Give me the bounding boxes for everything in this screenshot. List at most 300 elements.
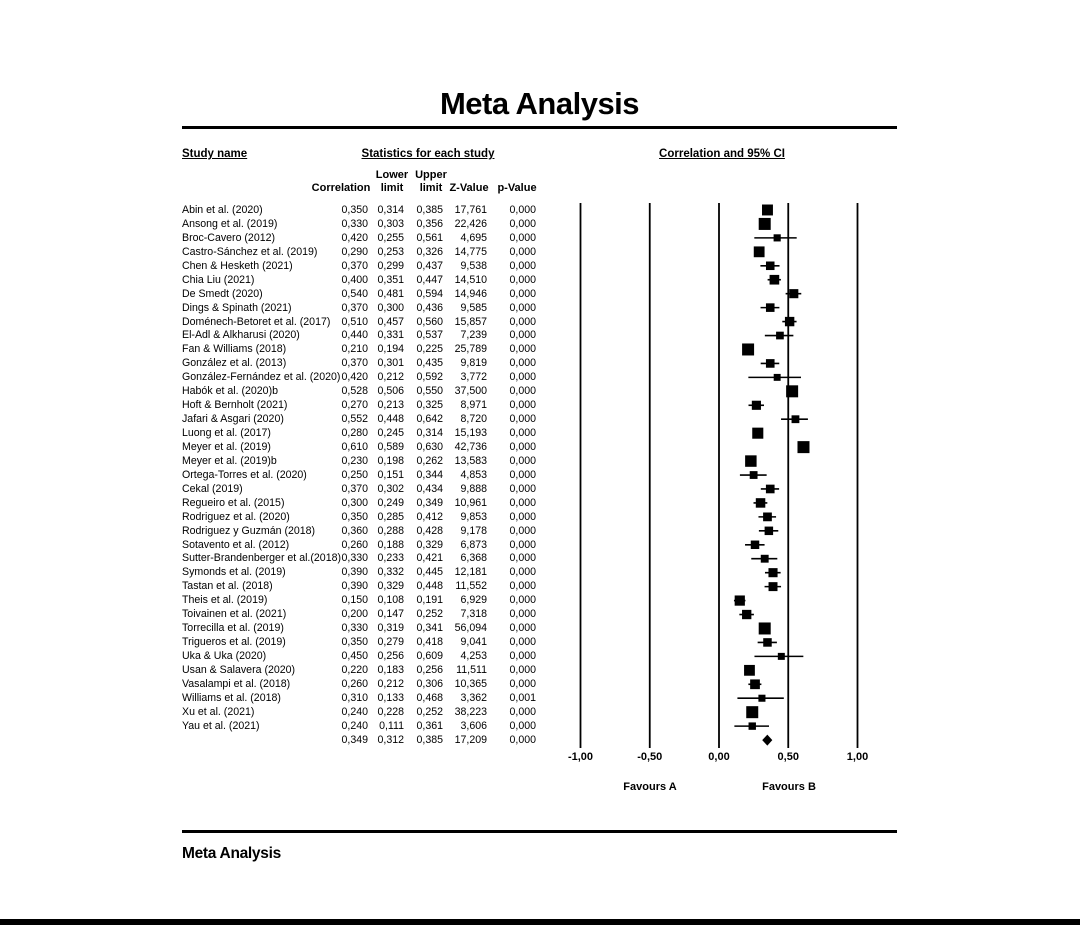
- study-name: Torrecilla et al. (2019): [182, 622, 284, 635]
- z-value: 4,253: [460, 650, 487, 662]
- study-name: El-Adl & Alkharusi (2020): [182, 329, 300, 342]
- study-row: [182, 370, 562, 384]
- correlation-value: 0,350: [341, 204, 368, 216]
- p-value: 0,000: [509, 245, 536, 258]
- upper-limit-value: 0,434: [416, 482, 443, 495]
- study-row: [182, 649, 562, 663]
- upper-limit-value: 0,594: [416, 287, 443, 300]
- study-row: [182, 705, 562, 719]
- upper-limit-value: 0,252: [416, 608, 443, 621]
- correlation-value: 0,350: [341, 510, 368, 523]
- p-value: 0,000: [509, 413, 536, 426]
- point-estimate-square: [735, 595, 745, 605]
- point-estimate-square: [792, 415, 800, 423]
- lower-limit-value: 0,198: [377, 454, 404, 467]
- correlation-value: 0,540: [341, 287, 368, 300]
- p-value: 0,000: [509, 399, 536, 412]
- point-estimate-square: [778, 653, 785, 660]
- z-value: 11,511: [456, 663, 487, 676]
- study-row: [182, 412, 562, 426]
- z-value: 42,736: [454, 440, 487, 453]
- z-value: 25,789: [454, 343, 487, 356]
- study-name: Theis et al. (2019): [182, 594, 268, 607]
- study-name: Williams et al. (2018): [182, 691, 281, 704]
- lower-limit-value: 0,351: [377, 273, 404, 286]
- z-value: 9,178: [460, 524, 487, 537]
- correlation-value: 0,200: [341, 608, 368, 621]
- p-value: 0,000: [509, 273, 536, 286]
- study-row: [182, 454, 562, 468]
- summary-diamond: [762, 735, 772, 746]
- lower-limit-value: 0,255: [377, 231, 404, 244]
- x-axis-tick-label: 1,00: [846, 751, 869, 763]
- lower-limit-value: 0,481: [377, 287, 404, 300]
- study-name: Sotavento et al. (2012): [182, 538, 290, 551]
- correlation-value: 0,260: [341, 538, 368, 551]
- footer-title: Meta Analysis: [182, 845, 281, 862]
- correlation-value: 0,370: [341, 357, 368, 370]
- lower-limit-value: 0,213: [377, 399, 404, 412]
- point-estimate-square: [789, 289, 798, 298]
- z-value: 8,971: [460, 399, 487, 412]
- p-value: 0,000: [509, 357, 536, 370]
- upper-limit-value: 0,445: [416, 566, 443, 579]
- upper-limit-value: 0,306: [416, 677, 443, 690]
- p-value: 0,000: [509, 482, 536, 495]
- study-name: Dings & Spinath (2021): [182, 301, 292, 314]
- p-value: 0,000: [509, 552, 536, 565]
- study-name: Fan & Williams (2018): [182, 343, 287, 356]
- lower-limit-value: 0,319: [377, 622, 404, 635]
- point-estimate-square: [750, 471, 758, 479]
- study-name: Doménech-Betoret et al. (2017): [182, 315, 331, 328]
- study-row: [182, 538, 562, 552]
- p-value: 0,000: [509, 329, 536, 342]
- study-name: Rodriguez y Guzmán (2018): [182, 524, 316, 537]
- col-header-upper-line1: Upper: [415, 169, 447, 181]
- upper-limit-value: 0,262: [416, 454, 443, 467]
- upper-limit-value: 0,437: [416, 259, 443, 272]
- p-value: 0,000: [509, 371, 536, 384]
- lower-limit-value: 0,457: [377, 315, 404, 328]
- p-value: 0,000: [509, 204, 536, 216]
- upper-limit-value: 0,550: [416, 385, 443, 398]
- correlation-value: 0,310: [341, 691, 368, 704]
- point-estimate-square: [756, 498, 766, 508]
- correlation-value: 0,210: [341, 343, 368, 356]
- upper-limit-value: 0,447: [416, 273, 443, 286]
- point-estimate-square: [765, 527, 774, 536]
- point-estimate-square: [749, 722, 756, 729]
- study-row: [182, 524, 562, 538]
- lower-limit-value: 0,448: [377, 413, 404, 426]
- page-title: Meta Analysis: [439, 86, 640, 121]
- col-header-lower-line2: limit: [380, 182, 404, 194]
- correlation-value: 0,349: [341, 733, 368, 746]
- correlation-value: 0,300: [341, 496, 368, 509]
- lower-limit-value: 0,183: [377, 663, 404, 676]
- z-value: 14,775: [454, 245, 487, 258]
- lower-limit-value: 0,233: [377, 552, 404, 565]
- upper-limit-value: 0,448: [416, 580, 443, 593]
- upper-limit-value: 0,325: [416, 399, 443, 412]
- correlation-value: 0,420: [341, 371, 368, 384]
- upper-limit-value: 0,561: [416, 231, 443, 244]
- upper-limit-value: 0,630: [416, 440, 443, 453]
- favours-b-label: Favours B: [762, 781, 816, 793]
- study-row: [182, 510, 562, 524]
- lower-limit-value: 0,228: [377, 705, 404, 718]
- p-value: 0,000: [509, 510, 536, 523]
- lower-limit-value: 0,331: [377, 329, 404, 342]
- study-row: [182, 468, 562, 482]
- point-estimate-square: [759, 622, 771, 634]
- upper-limit-value: 0,436: [416, 301, 443, 314]
- correlation-value: 0,240: [341, 719, 368, 732]
- z-value: 17,761: [454, 204, 487, 216]
- upper-limit-value: 0,341: [416, 622, 443, 635]
- z-value: 4,853: [460, 468, 487, 481]
- lower-limit-value: 0,212: [377, 371, 404, 384]
- point-estimate-square: [758, 695, 765, 702]
- study-table: [182, 203, 562, 747]
- study-row: [182, 663, 562, 677]
- study-row: [182, 342, 562, 356]
- footer-divider: [182, 830, 897, 833]
- study-row: [182, 691, 562, 705]
- lower-limit-value: 0,108: [377, 594, 404, 607]
- title-divider: [182, 126, 897, 129]
- study-name: Symonds et al. (2019): [182, 566, 286, 579]
- z-value: 6,873: [460, 538, 487, 551]
- correlation-value: 0,360: [341, 524, 368, 537]
- upper-limit-value: 0,349: [416, 496, 443, 509]
- point-estimate-square: [776, 332, 784, 340]
- study-name: Toivainen et al. (2021): [182, 608, 287, 621]
- z-value: 13,583: [454, 454, 487, 467]
- point-estimate-square: [786, 385, 798, 397]
- lower-limit-value: 0,111: [379, 719, 404, 732]
- p-value: 0,000: [509, 650, 536, 662]
- study-row: [182, 315, 562, 329]
- z-value: 3,362: [460, 691, 487, 704]
- z-value: 10,365: [454, 677, 487, 690]
- study-name: Cekal (2019): [182, 482, 243, 495]
- study-name-header: Study name: [182, 148, 248, 160]
- correlation-value: 0,510: [341, 315, 368, 328]
- point-estimate-square: [766, 485, 775, 494]
- point-estimate-square: [754, 246, 765, 257]
- z-value: 7,318: [460, 608, 487, 621]
- bottom-border-bar: [0, 919, 1080, 925]
- study-name: Broc-Cavero (2012): [182, 231, 276, 244]
- lower-limit-value: 0,589: [377, 440, 404, 453]
- correlation-value: 0,150: [341, 594, 368, 607]
- study-row: [182, 607, 562, 621]
- z-value: 3,606: [460, 719, 487, 732]
- p-value: 0,000: [509, 663, 536, 676]
- study-row: [182, 231, 562, 245]
- x-axis-tick-label: -0,50: [637, 751, 663, 763]
- study-row: [182, 301, 562, 315]
- statistics-header: Statistics for each study: [361, 148, 495, 160]
- point-estimate-square: [746, 706, 758, 718]
- study-name: Hoft & Bernholt (2021): [182, 399, 288, 412]
- p-value: 0,000: [509, 468, 536, 481]
- correlation-value: 0,610: [341, 440, 368, 453]
- study-row: [182, 287, 562, 301]
- lower-limit-value: 0,256: [377, 650, 404, 662]
- correlation-value: 0,330: [341, 552, 368, 565]
- point-estimate-square: [745, 455, 756, 466]
- lower-limit-value: 0,299: [377, 259, 404, 272]
- lower-limit-value: 0,312: [377, 733, 404, 746]
- study-row: [182, 593, 562, 607]
- z-value: 6,368: [460, 552, 487, 565]
- upper-limit-value: 0,421: [416, 552, 443, 565]
- z-value: 37,500: [454, 385, 487, 398]
- p-value: 0,000: [509, 287, 536, 300]
- correlation-value: 0,270: [341, 399, 368, 412]
- study-row: [182, 203, 562, 217]
- study-name: Usan & Salavera (2020): [182, 663, 296, 676]
- study-row: [182, 635, 562, 649]
- p-value: 0,000: [509, 580, 536, 593]
- p-value: 0,001: [509, 691, 536, 704]
- study-name: Uka & Uka (2020): [182, 650, 267, 662]
- p-value: 0,000: [509, 538, 536, 551]
- col-header-z-value: Z-Value: [449, 182, 489, 194]
- z-value: 9,538: [460, 259, 487, 272]
- p-value: 0,000: [509, 259, 536, 272]
- study-row: [182, 273, 562, 287]
- z-value: 22,426: [454, 217, 487, 230]
- point-estimate-square: [770, 275, 780, 285]
- p-value: 0,000: [509, 622, 536, 635]
- upper-limit-value: 0,428: [416, 524, 443, 537]
- study-name: González et al. (2013): [182, 357, 287, 370]
- correlation-value: 0,250: [341, 468, 368, 481]
- study-row: [182, 356, 562, 370]
- study-row: [182, 384, 562, 398]
- study-name: Sutter-Brandenberger et al.(2018): [182, 552, 341, 565]
- study-row: [182, 245, 562, 259]
- study-name: Vasalampi et al. (2018): [182, 677, 291, 690]
- upper-limit-value: 0,252: [416, 705, 443, 718]
- p-value: 0,000: [509, 454, 536, 467]
- p-value: 0,000: [509, 524, 536, 537]
- study-name: Luong et al. (2017): [182, 427, 271, 439]
- correlation-value: 0,220: [341, 663, 368, 676]
- upper-limit-value: 0,560: [416, 315, 443, 328]
- study-name: Xu et al. (2021): [182, 705, 255, 718]
- point-estimate-square: [750, 679, 760, 689]
- col-header-p-value: p-Value: [497, 182, 537, 194]
- lower-limit-value: 0,279: [377, 636, 404, 649]
- point-estimate-square: [751, 541, 759, 549]
- lower-limit-value: 0,212: [377, 677, 404, 690]
- lower-limit-value: 0,285: [377, 510, 404, 523]
- p-value: 0,000: [509, 496, 536, 509]
- z-value: 9,853: [460, 510, 487, 523]
- lower-limit-value: 0,302: [377, 482, 404, 495]
- p-value: 0,000: [509, 677, 536, 690]
- lower-limit-value: 0,249: [377, 496, 404, 509]
- point-estimate-square: [761, 555, 769, 563]
- lower-limit-value: 0,332: [377, 566, 404, 579]
- lower-limit-value: 0,300: [377, 301, 404, 314]
- lower-limit-value: 0,301: [377, 357, 404, 370]
- lower-limit-value: 0,147: [377, 608, 404, 621]
- x-axis-tick-label: 0,50: [777, 751, 799, 763]
- upper-limit-value: 0,609: [416, 650, 443, 662]
- p-value: 0,000: [509, 440, 536, 453]
- point-estimate-square: [763, 638, 772, 647]
- lower-limit-value: 0,151: [377, 468, 404, 481]
- study-name: Meyer et al. (2019)b: [182, 454, 277, 467]
- point-estimate-square: [763, 512, 772, 521]
- correlation-value: 0,370: [341, 301, 368, 314]
- upper-limit-value: 0,361: [416, 719, 443, 732]
- z-value: 9,888: [460, 482, 487, 495]
- z-value: 38,223: [454, 705, 487, 718]
- correlation-value: 0,280: [341, 427, 368, 439]
- point-estimate-square: [752, 428, 763, 439]
- correlation-value: 0,390: [341, 580, 368, 593]
- study-name: Chen & Hesketh (2021): [182, 259, 293, 272]
- z-value: 12,181: [454, 566, 487, 579]
- study-name: Chia Liu (2021): [182, 273, 255, 286]
- col-header-lower-line1: Lower: [375, 169, 409, 181]
- correlation-value: 0,260: [341, 677, 368, 690]
- correlation-value: 0,552: [341, 413, 368, 426]
- upper-limit-value: 0,191: [416, 594, 443, 607]
- p-value: 0,000: [509, 636, 536, 649]
- correlation-value: 0,400: [341, 273, 368, 286]
- z-value: 9,041: [460, 636, 487, 649]
- p-value: 0,000: [509, 315, 536, 328]
- study-name: Habók et al. (2020)b: [182, 385, 278, 398]
- upper-limit-value: 0,385: [416, 733, 443, 746]
- point-estimate-square: [766, 303, 775, 312]
- ci-header: Correlation and 95% CI: [659, 148, 785, 160]
- p-value: 0,000: [509, 566, 536, 579]
- p-value: 0,000: [509, 733, 536, 746]
- study-row: [182, 328, 562, 342]
- study-name: Trigueros et al. (2019): [182, 636, 286, 649]
- upper-limit-value: 0,326: [416, 245, 443, 258]
- p-value: 0,000: [509, 608, 536, 621]
- p-value: 0,000: [509, 705, 536, 718]
- correlation-value: 0,240: [341, 705, 368, 718]
- correlation-value: 0,528: [341, 385, 368, 398]
- correlation-value: 0,390: [341, 566, 368, 579]
- p-value: 0,000: [509, 231, 536, 244]
- p-value: 0,000: [509, 343, 536, 356]
- lower-limit-value: 0,303: [377, 217, 404, 230]
- z-value: 14,946: [454, 287, 487, 300]
- point-estimate-square: [766, 359, 775, 368]
- lower-limit-value: 0,253: [377, 245, 404, 258]
- correlation-value: 0,230: [341, 454, 368, 467]
- upper-limit-value: 0,418: [416, 636, 443, 649]
- upper-limit-value: 0,344: [416, 468, 443, 481]
- lower-limit-value: 0,329: [377, 580, 404, 593]
- point-estimate-square: [762, 205, 773, 216]
- p-value: 0,000: [509, 385, 536, 398]
- lower-limit-value: 0,188: [377, 538, 404, 551]
- upper-limit-value: 0,642: [416, 413, 443, 426]
- study-name: Ortega-Torres et al. (2020): [182, 468, 307, 481]
- study-name: Yau et al. (2021): [182, 719, 260, 732]
- correlation-value: 0,450: [341, 650, 368, 662]
- study-row: [182, 496, 562, 510]
- z-value: 14,510: [454, 273, 487, 286]
- point-estimate-square: [769, 582, 778, 591]
- study-row: [182, 482, 562, 496]
- p-value: 0,000: [509, 427, 536, 439]
- study-name: Abin et al. (2020): [182, 204, 263, 216]
- upper-limit-value: 0,314: [416, 427, 443, 439]
- upper-limit-value: 0,592: [416, 371, 443, 384]
- point-estimate-square: [797, 441, 809, 453]
- study-row: [182, 621, 562, 635]
- study-name: Meyer et al. (2019): [182, 440, 271, 453]
- z-value: 9,585: [460, 301, 487, 314]
- lower-limit-value: 0,506: [377, 385, 404, 398]
- study-row: [182, 551, 562, 565]
- correlation-value: 0,370: [341, 259, 368, 272]
- correlation-value: 0,420: [341, 231, 368, 244]
- z-value: 7,239: [460, 329, 487, 342]
- summary-row: [182, 733, 562, 747]
- study-name: Tastan et al. (2018): [182, 580, 273, 593]
- point-estimate-square: [785, 317, 794, 326]
- point-estimate-square: [768, 568, 777, 577]
- lower-limit-value: 0,245: [377, 427, 404, 439]
- study-row: [182, 217, 562, 231]
- point-estimate-square: [774, 234, 781, 241]
- study-row: [182, 565, 562, 579]
- point-estimate-square: [744, 665, 755, 676]
- x-axis-tick-label: 0,00: [708, 751, 730, 763]
- point-estimate-square: [752, 401, 761, 410]
- upper-limit-value: 0,435: [416, 357, 443, 370]
- study-name: Jafari & Asgari (2020): [182, 413, 284, 426]
- point-estimate-square: [742, 343, 754, 355]
- study-name: Ansong et al. (2019): [182, 217, 278, 230]
- p-value: 0,000: [509, 301, 536, 314]
- study-row: [182, 259, 562, 273]
- upper-limit-value: 0,256: [416, 663, 443, 676]
- correlation-value: 0,370: [341, 482, 368, 495]
- correlation-value: 0,440: [341, 329, 368, 342]
- z-value: 56,094: [454, 622, 487, 635]
- upper-limit-value: 0,329: [416, 538, 443, 551]
- correlation-value: 0,330: [341, 217, 368, 230]
- p-value: 0,000: [509, 217, 536, 230]
- point-estimate-square: [774, 374, 781, 381]
- correlation-value: 0,350: [341, 636, 368, 649]
- col-header-upper-line2: limit: [419, 182, 443, 194]
- point-estimate-square: [766, 262, 775, 271]
- z-value: 6,929: [460, 594, 487, 607]
- study-row: [182, 440, 562, 454]
- z-value: 9,819: [460, 357, 487, 370]
- study-name: Castro-Sánchez et al. (2019): [182, 245, 318, 258]
- study-row: [182, 677, 562, 691]
- z-value: 10,961: [454, 496, 487, 509]
